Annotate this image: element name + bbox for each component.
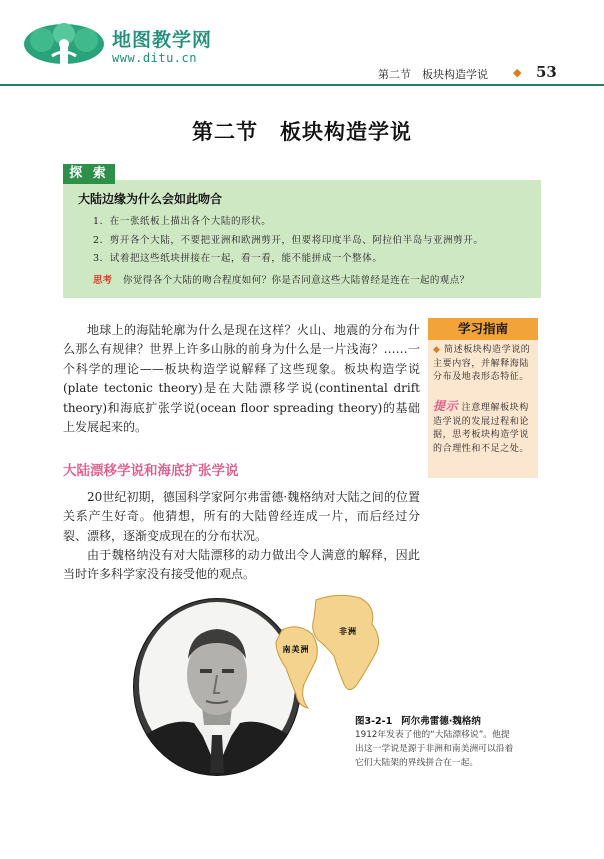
study-guide-bullet	[433, 344, 533, 385]
explore-heading: 大陆边缘为什么会如此吻合	[78, 192, 223, 206]
figure-number: 图3-2-1	[355, 716, 393, 727]
explore-step: 2．剪开各个大陆，不要把亚洲和欧洲剪开，但要将印度半岛、阿拉伯半岛与亚洲剪开。	[93, 235, 484, 246]
ditu-logo-icon	[22, 22, 106, 72]
map-label-south-america: 南美洲	[282, 645, 310, 654]
running-header-section: 第二节 板块构造学说	[378, 68, 488, 81]
think-question: 你觉得各个大陆的吻合程度如何？你是否同意这些大陆曾经是连在一起的观点？	[123, 275, 470, 286]
figure-caption-title	[355, 713, 481, 727]
body-paragraph: 20世纪初期，德国科学家阿尔弗雷德·魏格纳对大陆之间的位置关系产生好奇。他猜想，所有的大陆曾经连成一片，而后经过分裂、漂移，逐渐变成现在的分布状况。	[63, 490, 420, 543]
study-guide-bullet-text: 简述板块构造学说的主要内容，并解释海陆分布及地表形态特征。	[433, 345, 531, 383]
explore-step: 3．试着把这些纸块拼接在一起，看一看，能不能拼成一个整体。	[93, 253, 383, 264]
explore-tag: 探 索	[63, 164, 115, 184]
body-paragraph: 由于魏格纳没有对大陆漂移的动力做出令人满意的解释，因此当时许多科学家没有接受他的观点。	[63, 548, 420, 582]
continents-fit-map	[268, 590, 390, 712]
tip-label: 提示	[433, 399, 459, 413]
tip-text: 注意理解板块构造学说的发展过程和论据，思考板块构造学说的合理性和不足之处。	[433, 403, 530, 454]
header-rule	[0, 84, 604, 86]
study-guide-heading: 学习指南	[428, 318, 538, 340]
logo-title: 地图教学网	[112, 29, 213, 51]
think-label: 思考	[93, 275, 113, 286]
explore-step: 1．在一张纸板上描出各个大陆的形状。	[93, 216, 272, 227]
figure-name: 阿尔弗雷德·魏格纳	[401, 716, 481, 727]
page-number: 53	[536, 63, 557, 81]
section-subheading: 大陆漂移学说和海底扩张学说	[63, 463, 239, 479]
page-title: 第二节 板块构造学说	[192, 120, 412, 144]
figure-caption-text: 1912年发表了他的“大陆漂移说”。他提出这一学说是源于非洲和南美洲可以沿着它们大陆架的界线拼合在一起。	[355, 730, 514, 768]
bullet-diamond-icon: ◆	[433, 345, 441, 355]
map-label-africa: 非洲	[339, 627, 357, 636]
study-guide-tip	[433, 400, 533, 456]
intro-paragraph: 地球上的海陆轮廓为什么是现在这样？火山、地震的分布为什么那么有规律？世界上许多山脉的前身为什么是一片浅海？……一个科学的理论——板块构造学说解释了这些现象。板块构造学说(plate tectonic theory)是在大陆漂移学说(continental drift theory)和海底扩张学说(ocean floor spreading theory)的基础上发展起来的。	[63, 323, 420, 435]
header-diamond-icon: ◆	[513, 66, 522, 79]
logo-url: www.ditu.cn	[112, 51, 197, 65]
